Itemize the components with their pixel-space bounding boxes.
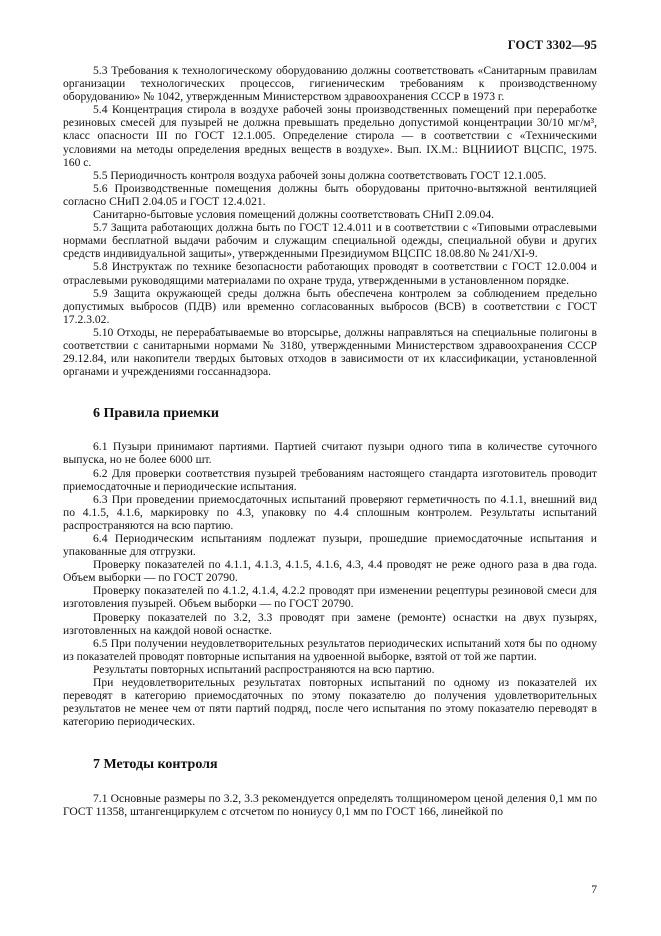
- section-6-heading: 6 Правила приемки: [93, 406, 219, 422]
- section-7: [63, 792, 597, 818]
- paragraph-6-3: 6.3 При проведении приемосдаточных испытаний проверяют герметичность по 4.1.1, внешний вид по 4.1.5, 4.1.6, маркировку по 4.3, упаковку по 4.4 сплошным контролем. Результаты испытаний распространяются на всю партию.: [63, 492, 597, 532]
- paragraph-6-5: 6.5 При получении неудовлетворительных результатов периодических испытаний хотя бы по одному из показателей проводят повторные испытания на удвоенной выборке, взятой от той же партии.: [63, 636, 597, 663]
- paragraph-5-9: 5.9 Защита окружающей среды должна быть обеспечена контролем за соблюдением предельно допустимых выбросов (ПДВ) или временно согласованных выбросов (ВСВ) в соответствии с ГОСТ 17.2.3.02.: [63, 286, 597, 326]
- paragraph-5-10: 5.10 Отходы, не перерабатываемые во вторсырье, должны направляться на специальные полигоны в соответствии с санитарными нормами № 3180, утвержденными Министерством здравоохранения СССР 29.12.84, или накопители твердых бытовых отходов в зависимости от их классификации, установленной органами и учреждениями госсаннадзора.: [63, 325, 597, 379]
- paragraph-6-2: 6.2 Для проверки соответствия пузырей требованиям настоящего стандарта изготовитель проводит приемосдаточные и периодические испытания.: [63, 466, 597, 493]
- page-number: 7: [591, 883, 597, 896]
- paragraph-6-4-check-b: Проверку показателей по 4.1.2, 4.1.4, 4.2.2 проводят при изменении рецептуры резиновой смеси для изготовления пузырей. Объем выборки — по ГОСТ 20790.: [63, 584, 597, 611]
- paragraph-5-6-sanitary: Санитарно-бытовые условия помещений должны соответствовать СНиП 2.09.04.: [93, 208, 495, 222]
- section-6: [63, 440, 597, 728]
- paragraph-7-1: 7.1 Основные размеры по 3.2, 3.3 рекомендуется определять толщиномером ценой деления 0,1 мм по ГОСТ 11358, штангенциркулем с отсчетом по нониусу 0,1 мм по ГОСТ 166, линейкой по: [63, 791, 597, 818]
- paragraph-6-4-check-a: Проверку показателей по 4.1.1, 4.1.3, 4.1.5, 4.1.6, 4.3, 4.4 проводят не реже одного раза в два года. Объем выборки — по ГОСТ 20790.: [63, 558, 597, 585]
- paragraph-6-4: 6.4 Периодическим испытаниям подлежат пузыри, прошедшие приемосдаточные испытания и упакованные для отгрузки.: [63, 532, 597, 559]
- paragraph-6-4-check-c: Проверку показателей по 3.2, 3.3 проводят при замене (ремонте) оснастки на двух пузырях, изготовленных на каждой новой оснастке.: [63, 610, 597, 637]
- paragraph-5-3: 5.3 Требования к технологическому оборудованию должны соответствовать «Санитарным правилам организации технологических процессов, гигиеническим требованиям к производственному оборудованию» № 1042, утвержденным Министерством здравоохранения СССР в 1973 г.: [63, 64, 597, 104]
- paragraph-6-5-failure: При неудовлетворительных результатах повторных испытаний по одному из показателей их переводят в категорию приемосдаточных по этому показателю до получения удовлетворительных результатов не менее чем от пяти партий подряд, после чего испытания по этому показателю переводят в категорию периодических.: [63, 676, 597, 729]
- paragraph-6-5-results: Результаты повторных испытаний распространяются на всю партию.: [93, 662, 435, 676]
- running-header: ГОСТ 3302—95: [507, 38, 597, 52]
- paragraph-5-6: 5.6 Производственные помещения должны быть оборудованы приточно-вытяжной вентиляцией согласно СНиП 2.04.05 и ГОСТ 12.4.021.: [63, 181, 597, 208]
- section-5: [63, 64, 597, 378]
- paragraph-6-1: 6.1 Пузыри принимают партиями. Партией считают пузыри одного типа в количестве суточного выпуска, но не более 6000 шт.: [63, 440, 597, 467]
- paragraph-5-5: 5.5 Периодичность контроля воздуха рабочей зоны должна соответствовать ГОСТ 12.1.005.: [93, 168, 547, 182]
- document-body: [63, 64, 597, 818]
- paragraph-5-8: 5.8 Инструктаж по технике безопасности работающих проводят в соответствии с ГОСТ 12.0.004 и отраслевыми руководящими материалами по охране труда, утвержденными в установленном порядке.: [63, 260, 597, 287]
- section-7-heading: 7 Методы контроля: [93, 757, 218, 773]
- paragraph-5-4: 5.4 Концентрация стирола в воздухе рабочей зоны производственных помещений при переработке резиновых смесей для пузырей не должна превышать предельно допустимой концентрации 30/10 мг/м³, класс опасности III по ГОСТ 12.1.005. Определение стирола — в соответствии с «Техническими условиями на методы определения вредных веществ в воздухе». Вып. IX.М.: ВЦНИИОТ ВЦСПС, 1975. 160 с.: [63, 103, 597, 169]
- paragraph-5-7: 5.7 Защита работающих должна быть по ГОСТ 12.4.011 и в соответствии с «Типовыми отраслевыми нормами бесплатной выдачи рабочим и служащим специальной одежды, специальной обуви и других средств индивидуальной защиты», утвержденными Президиумом ВЦСПС 18.08.80 № 241/XI-9.: [63, 221, 597, 261]
